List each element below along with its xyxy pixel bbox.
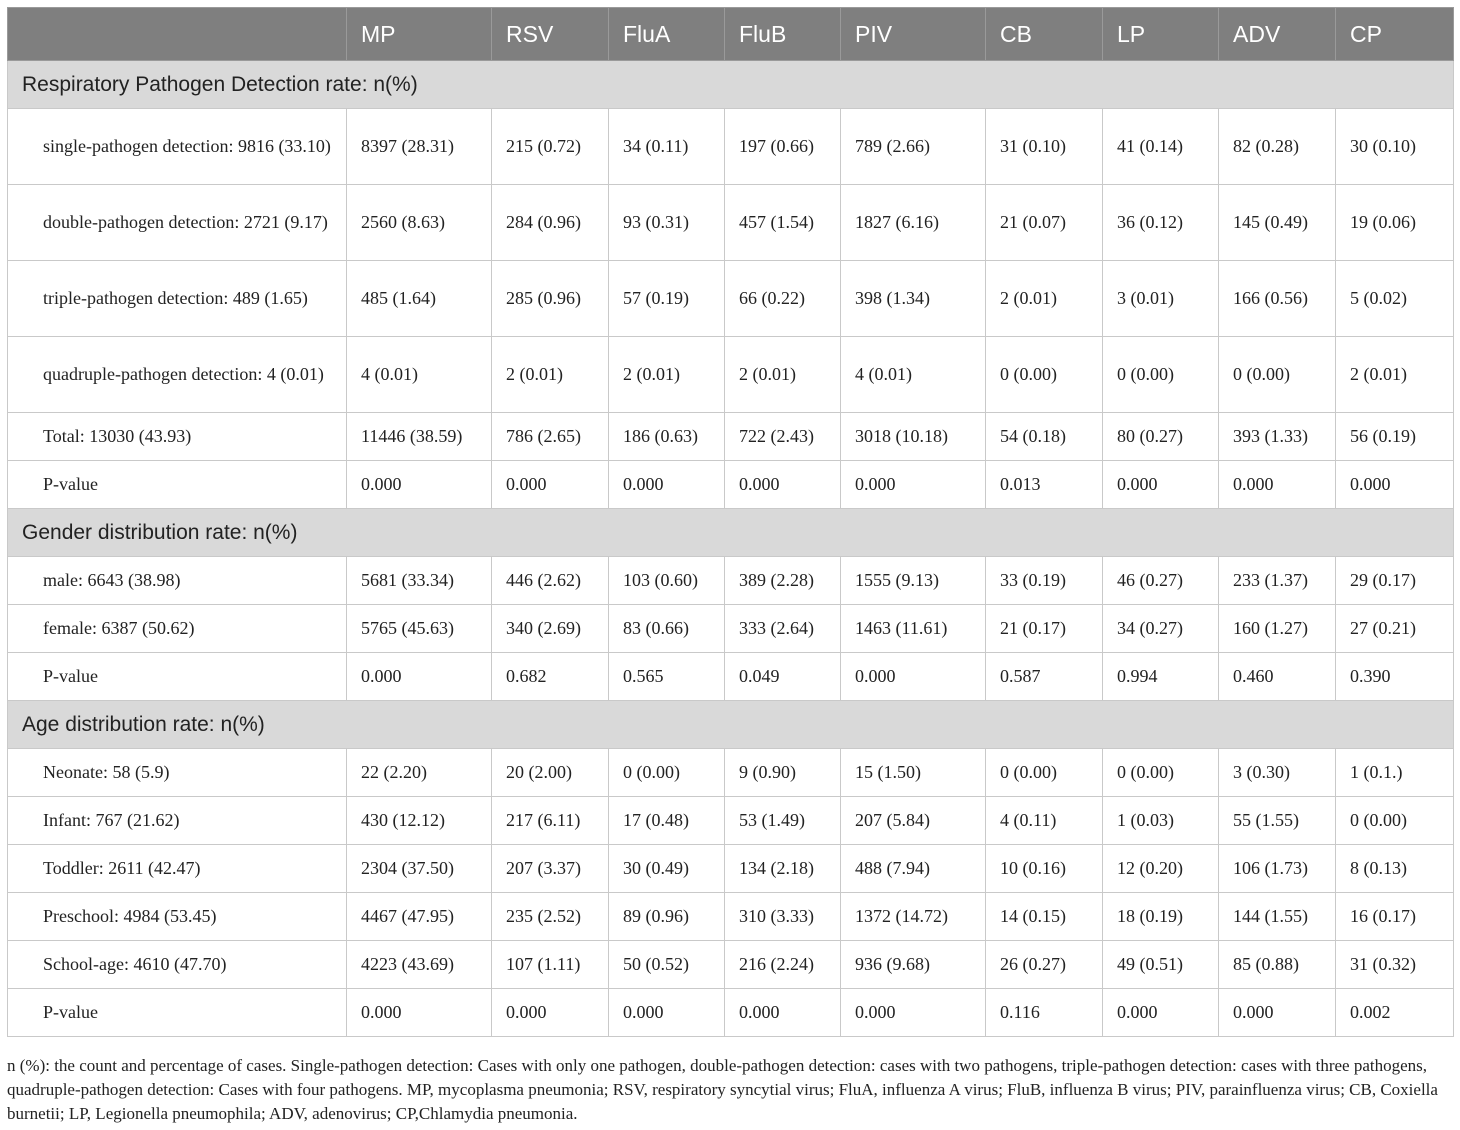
table-cell: 0.000: [347, 989, 492, 1037]
table-cell: 0 (0.00): [1336, 797, 1454, 845]
section-header-row: [8, 61, 1454, 109]
table-cell: 8 (0.13): [1336, 845, 1454, 893]
table-cell: 10 (0.16): [986, 845, 1103, 893]
table-cell: 80 (0.27): [1103, 413, 1219, 461]
column-header: ADV: [1219, 8, 1336, 61]
table-cell: 0.000: [725, 989, 841, 1037]
table-cell: 22 (2.20): [347, 749, 492, 797]
table-cell: 1463 (11.61): [841, 605, 986, 653]
table-cell: 216 (2.24): [725, 941, 841, 989]
table-cell: 0 (0.00): [1103, 749, 1219, 797]
pathogen-table-container: [7, 7, 1453, 1037]
row-label: Total: 13030 (43.93): [8, 413, 347, 461]
table-cell: 0.000: [725, 461, 841, 509]
table-cell: 333 (2.64): [725, 605, 841, 653]
row-label: P-value: [8, 461, 347, 509]
table-cell: 4 (0.01): [347, 337, 492, 413]
table-cell: 936 (9.68): [841, 941, 986, 989]
table-row: [8, 461, 1454, 509]
table-cell: 89 (0.96): [609, 893, 725, 941]
row-label: single-pathogen detection: 9816 (33.10): [8, 109, 347, 185]
table-cell: 107 (1.11): [492, 941, 609, 989]
table-cell: 0.000: [1219, 461, 1336, 509]
table-cell: 54 (0.18): [986, 413, 1103, 461]
table-cell: 18 (0.19): [1103, 893, 1219, 941]
table-header: [8, 8, 1454, 61]
table-row: [8, 989, 1454, 1037]
row-label: double-pathogen detection: 2721 (9.17): [8, 185, 347, 261]
table-row: [8, 797, 1454, 845]
row-label: female: 6387 (50.62): [8, 605, 347, 653]
table-cell: 1372 (14.72): [841, 893, 986, 941]
table-cell: 0 (0.00): [986, 749, 1103, 797]
table-cell: 3 (0.01): [1103, 261, 1219, 337]
table-cell: 4 (0.11): [986, 797, 1103, 845]
table-cell: 160 (1.27): [1219, 605, 1336, 653]
table-cell: 2 (0.01): [986, 261, 1103, 337]
section-header-row: [8, 509, 1454, 557]
table-cell: 722 (2.43): [725, 413, 841, 461]
column-header: PIV: [841, 8, 986, 61]
table-cell: 103 (0.60): [609, 557, 725, 605]
table-cell: 166 (0.56): [1219, 261, 1336, 337]
table-cell: 11446 (38.59): [347, 413, 492, 461]
table-cell: 235 (2.52): [492, 893, 609, 941]
table-cell: 83 (0.66): [609, 605, 725, 653]
table-cell: 1 (0.03): [1103, 797, 1219, 845]
table-cell: 33 (0.19): [986, 557, 1103, 605]
table-cell: 82 (0.28): [1219, 109, 1336, 185]
table-cell: 12 (0.20): [1103, 845, 1219, 893]
table-row: [8, 893, 1454, 941]
table-cell: 106 (1.73): [1219, 845, 1336, 893]
table-cell: 0.994: [1103, 653, 1219, 701]
column-header: MP: [347, 8, 492, 61]
table-cell: 30 (0.49): [609, 845, 725, 893]
table-cell: 430 (12.12): [347, 797, 492, 845]
table-cell: 15 (1.50): [841, 749, 986, 797]
table-row: [8, 413, 1454, 461]
table-cell: 233 (1.37): [1219, 557, 1336, 605]
table-cell: 215 (0.72): [492, 109, 609, 185]
section-title: Age distribution rate: n(%): [8, 701, 1454, 749]
column-header: CB: [986, 8, 1103, 61]
column-header: RSV: [492, 8, 609, 61]
column-header: FluA: [609, 8, 725, 61]
row-label: Preschool: 4984 (53.45): [8, 893, 347, 941]
section-title: Respiratory Pathogen Detection rate: n(%): [8, 61, 1454, 109]
table-cell: 14 (0.15): [986, 893, 1103, 941]
table-cell: 0.002: [1336, 989, 1454, 1037]
row-label: male: 6643 (38.98): [8, 557, 347, 605]
table-row: [8, 337, 1454, 413]
table-cell: 0.013: [986, 461, 1103, 509]
table-cell: 0 (0.00): [986, 337, 1103, 413]
table-cell: 8397 (28.31): [347, 109, 492, 185]
table-row: [8, 941, 1454, 989]
table-cell: 34 (0.27): [1103, 605, 1219, 653]
table-cell: 41 (0.14): [1103, 109, 1219, 185]
table-cell: 3 (0.30): [1219, 749, 1336, 797]
table-cell: 17 (0.48): [609, 797, 725, 845]
column-header: CP: [1336, 8, 1454, 61]
row-label: Infant: 767 (21.62): [8, 797, 347, 845]
table-cell: 398 (1.34): [841, 261, 986, 337]
table-cell: 488 (7.94): [841, 845, 986, 893]
table-cell: 5765 (45.63): [347, 605, 492, 653]
table-cell: 19 (0.06): [1336, 185, 1454, 261]
table-cell: 20 (2.00): [492, 749, 609, 797]
table-cell: 31 (0.32): [1336, 941, 1454, 989]
table-cell: 340 (2.69): [492, 605, 609, 653]
table-cell: 4467 (47.95): [347, 893, 492, 941]
table-cell: 0.682: [492, 653, 609, 701]
table-cell: 0.049: [725, 653, 841, 701]
table-cell: 389 (2.28): [725, 557, 841, 605]
table-cell: 0.000: [1103, 989, 1219, 1037]
header-blank-cell: [8, 8, 347, 61]
table-cell: 9 (0.90): [725, 749, 841, 797]
table-cell: 3018 (10.18): [841, 413, 986, 461]
table-cell: 1555 (9.13): [841, 557, 986, 605]
table-cell: 0.565: [609, 653, 725, 701]
table-cell: 4 (0.01): [841, 337, 986, 413]
row-label: School-age: 4610 (47.70): [8, 941, 347, 989]
table-cell: 2560 (8.63): [347, 185, 492, 261]
table-cell: 0.116: [986, 989, 1103, 1037]
table-cell: 457 (1.54): [725, 185, 841, 261]
table-cell: 0.390: [1336, 653, 1454, 701]
table-cell: 49 (0.51): [1103, 941, 1219, 989]
section-title: Gender distribution rate: n(%): [8, 509, 1454, 557]
table-cell: 30 (0.10): [1336, 109, 1454, 185]
row-label: Toddler: 2611 (42.47): [8, 845, 347, 893]
row-label: quadruple-pathogen detection: 4 (0.01): [8, 337, 347, 413]
table-cell: 0.000: [492, 461, 609, 509]
row-label: triple-pathogen detection: 489 (1.65): [8, 261, 347, 337]
table-footnote: n (%): the count and percentage of cases. Single-pathogen detection: Cases with only one pathogen, double-pathogen detection: cases with two pathogens, triple-pathogen detection: cases with three pathogens, quadruple-pathogen detection: Cases with four pathogens. MP, mycoplasma pneumonia; RSV, respiratory syncytial virus; FluA, influenza A virus; FluB, influenza B virus; PIV, parainfluenza virus; CB, Coxiella burnetii; LP, Legionella pneumophila; ADV, adenovirus; CP,Chlamydia pneumonia.: [7, 1056, 1438, 1123]
table-cell: 53 (1.49): [725, 797, 841, 845]
table-cell: 55 (1.55): [1219, 797, 1336, 845]
table-cell: 0.000: [1336, 461, 1454, 509]
table-cell: 134 (2.18): [725, 845, 841, 893]
table-cell: 85 (0.88): [1219, 941, 1336, 989]
table-cell: 56 (0.19): [1336, 413, 1454, 461]
table-cell: 5681 (33.34): [347, 557, 492, 605]
column-header: FluB: [725, 8, 841, 61]
table-cell: 0.000: [609, 989, 725, 1037]
table-cell: 0.000: [492, 989, 609, 1037]
table-cell: 0 (0.00): [1103, 337, 1219, 413]
table-cell: 2 (0.01): [492, 337, 609, 413]
table-cell: 485 (1.64): [347, 261, 492, 337]
table-cell: 145 (0.49): [1219, 185, 1336, 261]
section-header-row: [8, 701, 1454, 749]
table-cell: 93 (0.31): [609, 185, 725, 261]
table-cell: 34 (0.11): [609, 109, 725, 185]
table-cell: 0 (0.00): [1219, 337, 1336, 413]
table-cell: 46 (0.27): [1103, 557, 1219, 605]
table-cell: 0.000: [841, 461, 986, 509]
table-cell: 786 (2.65): [492, 413, 609, 461]
table-cell: 5 (0.02): [1336, 261, 1454, 337]
table-cell: 186 (0.63): [609, 413, 725, 461]
pathogen-detection-table: [7, 7, 1454, 1037]
table-cell: 0.000: [1219, 989, 1336, 1037]
table-row: [8, 261, 1454, 337]
table-cell: 1827 (6.16): [841, 185, 986, 261]
table-cell: 27 (0.21): [1336, 605, 1454, 653]
table-cell: 144 (1.55): [1219, 893, 1336, 941]
table-cell: 197 (0.66): [725, 109, 841, 185]
table-cell: 0.460: [1219, 653, 1336, 701]
table-cell: 16 (0.17): [1336, 893, 1454, 941]
table-cell: 207 (3.37): [492, 845, 609, 893]
table-row: [8, 605, 1454, 653]
table-cell: 0.000: [347, 653, 492, 701]
table-cell: 446 (2.62): [492, 557, 609, 605]
table-cell: 21 (0.07): [986, 185, 1103, 261]
table-cell: 393 (1.33): [1219, 413, 1336, 461]
column-header: LP: [1103, 8, 1219, 61]
table-cell: 0.000: [609, 461, 725, 509]
row-label: Neonate: 58 (5.9): [8, 749, 347, 797]
table-cell: 66 (0.22): [725, 261, 841, 337]
table-cell: 285 (0.96): [492, 261, 609, 337]
table-row: [8, 653, 1454, 701]
table-cell: 2 (0.01): [725, 337, 841, 413]
table-cell: 2 (0.01): [1336, 337, 1454, 413]
table-cell: 284 (0.96): [492, 185, 609, 261]
table-cell: 31 (0.10): [986, 109, 1103, 185]
table-cell: 0.000: [841, 653, 986, 701]
table-row: [8, 109, 1454, 185]
table-cell: 0 (0.00): [609, 749, 725, 797]
table-cell: 0.587: [986, 653, 1103, 701]
table-cell: 4223 (43.69): [347, 941, 492, 989]
table-cell: 0.000: [1103, 461, 1219, 509]
header-row: [8, 8, 1454, 61]
table-cell: 29 (0.17): [1336, 557, 1454, 605]
table-cell: 2 (0.01): [609, 337, 725, 413]
table-cell: 2304 (37.50): [347, 845, 492, 893]
table-row: [8, 749, 1454, 797]
table-row: [8, 185, 1454, 261]
row-label: P-value: [8, 989, 347, 1037]
table-cell: 36 (0.12): [1103, 185, 1219, 261]
table-cell: 789 (2.66): [841, 109, 986, 185]
table-cell: 310 (3.33): [725, 893, 841, 941]
table-cell: 217 (6.11): [492, 797, 609, 845]
table-cell: 21 (0.17): [986, 605, 1103, 653]
table-cell: 26 (0.27): [986, 941, 1103, 989]
table-row: [8, 557, 1454, 605]
row-label: P-value: [8, 653, 347, 701]
table-cell: 207 (5.84): [841, 797, 986, 845]
table-cell: 1 (0.1.): [1336, 749, 1454, 797]
table-body: [8, 61, 1454, 1037]
table-cell: 0.000: [841, 989, 986, 1037]
table-cell: 0.000: [347, 461, 492, 509]
table-cell: 50 (0.52): [609, 941, 725, 989]
table-row: [8, 845, 1454, 893]
table-cell: 57 (0.19): [609, 261, 725, 337]
